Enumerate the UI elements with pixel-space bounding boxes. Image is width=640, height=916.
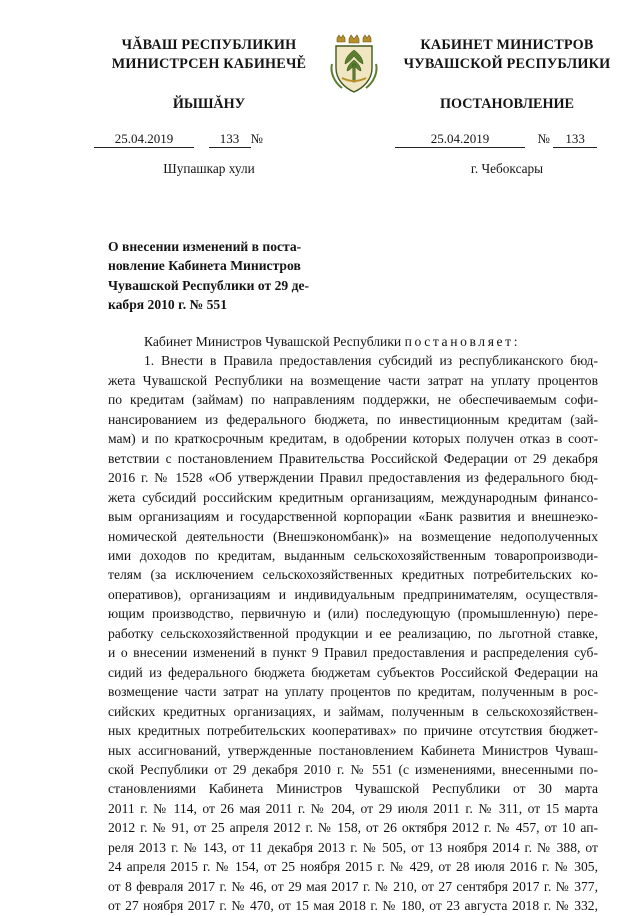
header-right-doc-type: ПОСТАНОВЛЕНИЕ	[439, 96, 575, 112]
body-line: ими доходов по кредитам, выданным сельскохозяйственным товаропроизводи-	[108, 547, 598, 563]
body-line: и о внесении изменений в пункт 9 Правил предоставления и распределения суб-	[108, 645, 598, 661]
body-line: мам) и по краткосрочным кредитам, в одобрении которых получен отказ в соот-	[108, 431, 598, 447]
body-line: 2016 г. № 1528 «Об утверждении Правил предоставления из федерального бюд-	[108, 470, 598, 486]
left-number-sign: №	[250, 131, 263, 146]
body-line: ных ассигнований, утвержденные постановлением Кабинета Министров Чуваш-	[108, 742, 598, 758]
body-line: 1. Внести в Правила предоставления субсидий из республиканского бюд-	[144, 353, 598, 369]
body-line: вым организациям и государственной корпорации «Банк развития и внешнеэко-	[108, 509, 598, 525]
body-line: ющим производство, первичную и (или) последующую (промышленную) пере-	[108, 606, 598, 622]
left-city: Шупашкар хули	[163, 161, 255, 176]
subject-line: Чувашской Республики от 29 де-	[108, 277, 310, 293]
document-body	[108, 332, 598, 916]
right-city: г. Чебоксары	[470, 161, 544, 176]
body-line: жета Чувашской Республики на возмещение части затрат на уплату процентов	[108, 372, 598, 388]
header-right-line2: ЧУВАШСКОЙ РЕСПУБЛИКИ	[403, 56, 611, 72]
header-left-line1: ЧĂВАШ РЕСПУБЛИКИН	[121, 37, 297, 53]
body-line: ветствии с постановлением Правительства Российской Федерации от 29 декабря	[108, 450, 598, 466]
body-line: реля 2013 г. № 143, от 11 декабря 2013 г. № 505, от 13 ноября 2014 г. № 388, от	[108, 839, 598, 855]
subject-line: новление Кабинета Министров	[108, 258, 301, 274]
subject-line: кабря 2010 г. № 551	[108, 296, 228, 312]
right-date: 25.04.2019	[395, 131, 525, 148]
header-left-doc-type: ЙЫШĂНУ	[172, 96, 246, 112]
body-line: ской Республики от 29 декабря 2010 г. № 551 (с изменениями, внесенными по-	[108, 761, 598, 777]
right-number: 133	[553, 131, 597, 148]
body-line: оперативов), организациям и индивидуальным предпринимателям, осуществля-	[108, 586, 598, 602]
body-line: 2011 г. № 114, от 26 мая 2011 г. № 204, от 29 июля 2011 г. № 311, от 15 марта	[108, 800, 598, 816]
left-date-number-line	[94, 131, 324, 148]
body-line: становлениями Кабинета Министров Чувашской Республики от 30 марта	[108, 781, 598, 797]
document-subject	[108, 237, 340, 314]
body-line: работку сельскохозяйственной продукции и ее реализацию, по льготной ставке,	[108, 625, 598, 641]
intro-line	[108, 332, 598, 351]
header-right	[380, 36, 634, 74]
intro-text: Кабинет Министров Чувашской Республики	[144, 334, 405, 349]
body-line: сийских кредитных организациях, и займам, полученным в сельскохозяйствен-	[108, 703, 598, 719]
body-line: 2012 г. № 91, от 25 апреля 2012 г. № 158, от 26 октября 2012 г. № 457, от 10 ап-	[108, 820, 598, 836]
body-line: сидий из федерального бюджета бюджетам субъектов Российской Федерации на	[108, 664, 598, 680]
body-line: по кредитам (займам) по направлениям поддержки, не обеспечиваемым софи-	[108, 392, 598, 408]
right-number-sign: №	[537, 131, 550, 146]
body-line: 24 апреля 2015 г. № 154, от 25 ноября 2015 г. № 429, от 28 июля 2016 г. № 305,	[108, 859, 598, 875]
header-left	[96, 36, 322, 74]
body-line: от 27 ноября 2017 г. № 470, от 15 мая 2018 г. № 180, от 23 августа 2018 г. № 332,	[108, 898, 598, 914]
right-date-number-line	[395, 131, 635, 148]
subject-line: О внесении изменений в поста-	[108, 239, 302, 254]
body-line: жета субсидий российским кредитным организациям, международным финансо-	[108, 489, 598, 505]
body-line: телям (за исключением сельскохозяйственных кредитных потребительских ко-	[108, 567, 598, 583]
body-line: нансированием из федерального бюджета, по инвестиционным кредитам (зай-	[108, 411, 598, 427]
header-left-line2: МИНИСТРСЕН КАБИНЕЧĚ	[111, 56, 307, 72]
left-number: 133	[209, 131, 251, 148]
header-right-line1: КАБИНЕТ МИНИСТРОВ	[420, 37, 594, 53]
body-line: возмещение части затрат на уплату процентов по кредитам, полученным в рос-	[108, 684, 598, 700]
intro-spaced-word: постановляет:	[404, 334, 521, 349]
body-line: от 8 февраля 2017 г. № 46, от 29 мая 2017 г. № 210, от 27 сентября 2017 г. № 377,	[108, 878, 598, 894]
body-line: ных кредитных потребительских кооперативах» по причине отсутствия бюджет-	[108, 723, 598, 739]
chuvash-coat-of-arms-icon	[330, 34, 378, 96]
left-date: 25.04.2019	[94, 131, 194, 148]
body-line: номической деятельности (Внешэкономбанк)» на возмещение недополученных	[108, 528, 598, 544]
